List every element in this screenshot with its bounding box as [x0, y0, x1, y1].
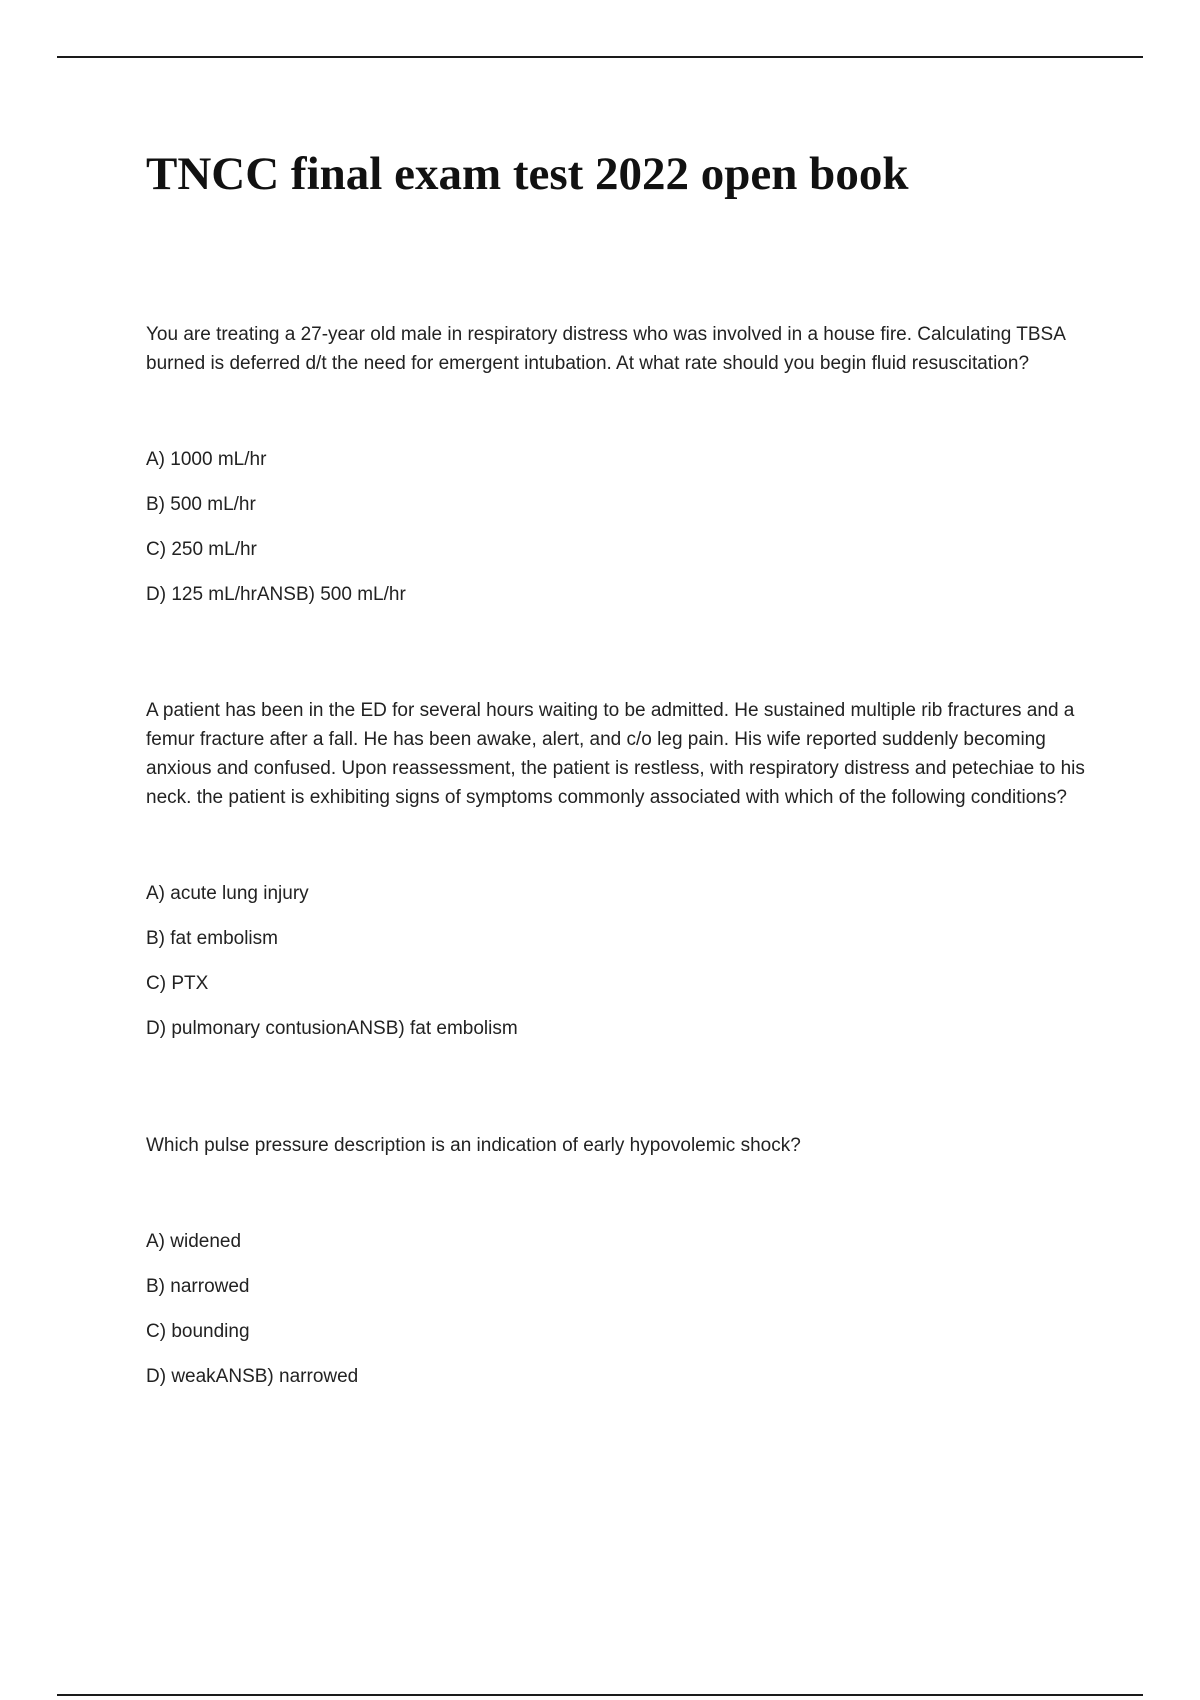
question-stem: A patient has been in the ED for several hours waiting to be admitted. He sustained multiple rib fractures and a femur fracture after a fall. He has been awake, alert, and c/o leg pain. His wife reported suddenly becoming anxious and confused. Upon reassessment, the patient is restless, with respiratory distress and petechiae to his neck. the patient is exhibiting signs of symptoms commonly associated with which of the following conditions? [146, 700, 1085, 808]
answer-option: A) widened [146, 1231, 242, 1252]
answer-option: C) PTX [146, 973, 209, 994]
header-divider [57, 56, 1143, 58]
answer-options [146, 879, 1096, 1059]
question-block [146, 320, 1096, 625]
answer-option: A) 1000 mL/hr [146, 449, 267, 470]
answer-option-with-key: D) pulmonary contusionANSB) fat embolism [146, 1018, 518, 1039]
question-block [146, 1131, 1096, 1407]
answer-option: B) narrowed [146, 1276, 250, 1297]
answer-option-with-key: D) 125 mL/hrANSB) 500 mL/hr [146, 584, 406, 605]
document-title: TNCC final exam test 2022 open book [146, 148, 909, 200]
answer-option-with-key: D) weakANSB) narrowed [146, 1366, 359, 1387]
answer-option: C) bounding [146, 1321, 250, 1342]
answer-option: B) 500 mL/hr [146, 494, 256, 515]
question-stem: Which pulse pressure description is an indication of early hypovolemic shock? [146, 1135, 801, 1156]
question-block [146, 696, 1096, 1059]
answer-option: B) fat embolism [146, 928, 278, 949]
question-stem: You are treating a 27-year old male in respiratory distress who was involved in a house fire. Calculating TBSA burned is deferred d/t the need for emergent intubation. At what rate should you begin fluid resuscitation? [146, 324, 1065, 374]
footer-divider [57, 1694, 1143, 1696]
answer-options [146, 445, 1096, 625]
answer-option: C) 250 mL/hr [146, 539, 257, 560]
answer-option: A) acute lung injury [146, 883, 309, 904]
answer-options [146, 1227, 1096, 1407]
